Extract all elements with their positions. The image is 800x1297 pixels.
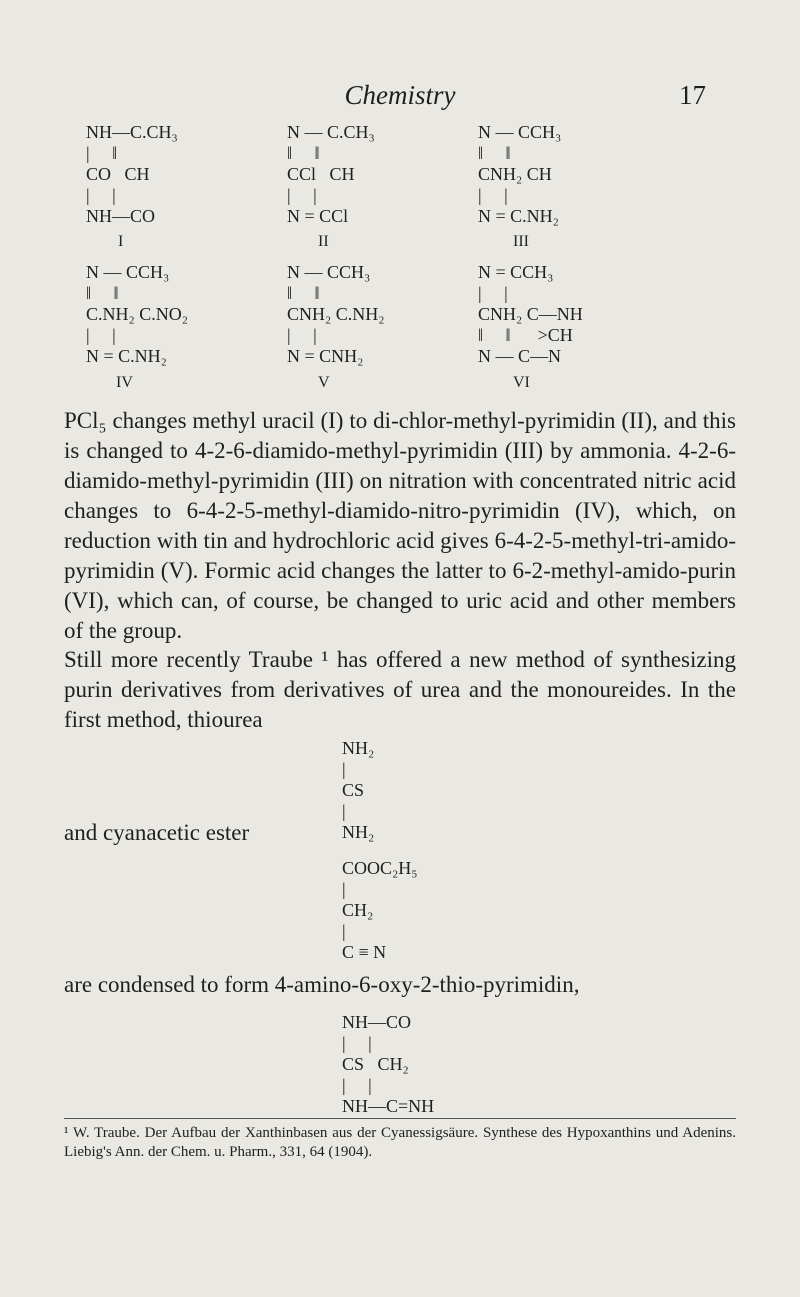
formula-amino-oxy-thio-pyrimidin: NH—CO | | CS CH₂ | | NH—C=NH — [342, 1012, 435, 1116]
formula-ii-label: II — [318, 233, 329, 250]
formula-iii: N — CCH₃ ‖ ‖ CNH₂ CH | | N = C.NH₂ — [478, 122, 562, 226]
formula-vi-label: VI — [513, 374, 530, 391]
formula-thiourea: NH₂ | CS | NH₂ — [342, 738, 375, 842]
formula-vi: N = CCH₃ | | CNH₂ C—NH ‖ ‖ >CH N — C—N — [478, 262, 583, 366]
formula-v: N — CCH₃ ‖ ‖ CNH₂ C.NH₂ | | N = CNH₂ — [287, 262, 385, 366]
formula-i: NH—C.CH₃ | ‖ CO CH | | NH—CO — [86, 122, 178, 226]
formula-i-label: I — [118, 233, 124, 250]
formula-iii-label: III — [513, 233, 529, 250]
footnote-divider — [64, 1118, 736, 1119]
page-number: 17 — [679, 80, 706, 110]
formula-ii: N — C.CH₃ ‖ ‖ CCl CH | | N = CCl — [287, 122, 375, 226]
condensed-text: are condensed to form 4-amino-6-oxy-2-thio-pyrimidin, — [64, 972, 580, 997]
formula-cyanacetic-ester: COOC₂H₅ | CH₂ | C ≡ N — [342, 858, 418, 962]
connector-text: and cyanacetic ester — [64, 820, 250, 845]
formula-iv: N — CCH₃ ‖ ‖ C.NH₂ C.NO₂ | | N = C.NH₂ — [86, 262, 189, 366]
footnote: ¹ W. Traube. Der Aufbau der Xanthinbasen aus der Cyanessigsäure. Synthese des Hypoxanthins und Adenins. Liebig's Ann. der Chem. u. Pharm., 331, 64 (1904). — [64, 1125, 736, 1160]
running-header-title: Chemistry — [344, 80, 456, 110]
formula-v-label: V — [318, 374, 330, 391]
paragraph-traube-method: Still more recently Traube ¹ has offered a new method of synthesizing purin derivatives from derivatives of urea and the monoureides. In the first method, thiourea — [64, 647, 736, 732]
formula-iv-label: IV — [116, 374, 133, 391]
paragraph-reactions: PCl₅ changes methyl uracil (I) to di-chlor-methyl-pyrimidin (II), and this is changed to 4-2-6-diamido-methyl-pyrimidin (III) by ammonia. 4-2-6-diamido-methyl-pyrimidin (III) on nitration with concentrated nitric acid changes to 6-4-2-5-methyl-diamido-nitro-pyrimidin (IV), which, on reduction with tin and hydrochloric acid gives 6-4-2-5-methyl-tri-amido-pyrimidin (V). Formic acid changes the latter to 6-2-methyl-amido-purin (VI), which can, of course, be changed to uric acid and other members of the group. — [64, 408, 736, 643]
